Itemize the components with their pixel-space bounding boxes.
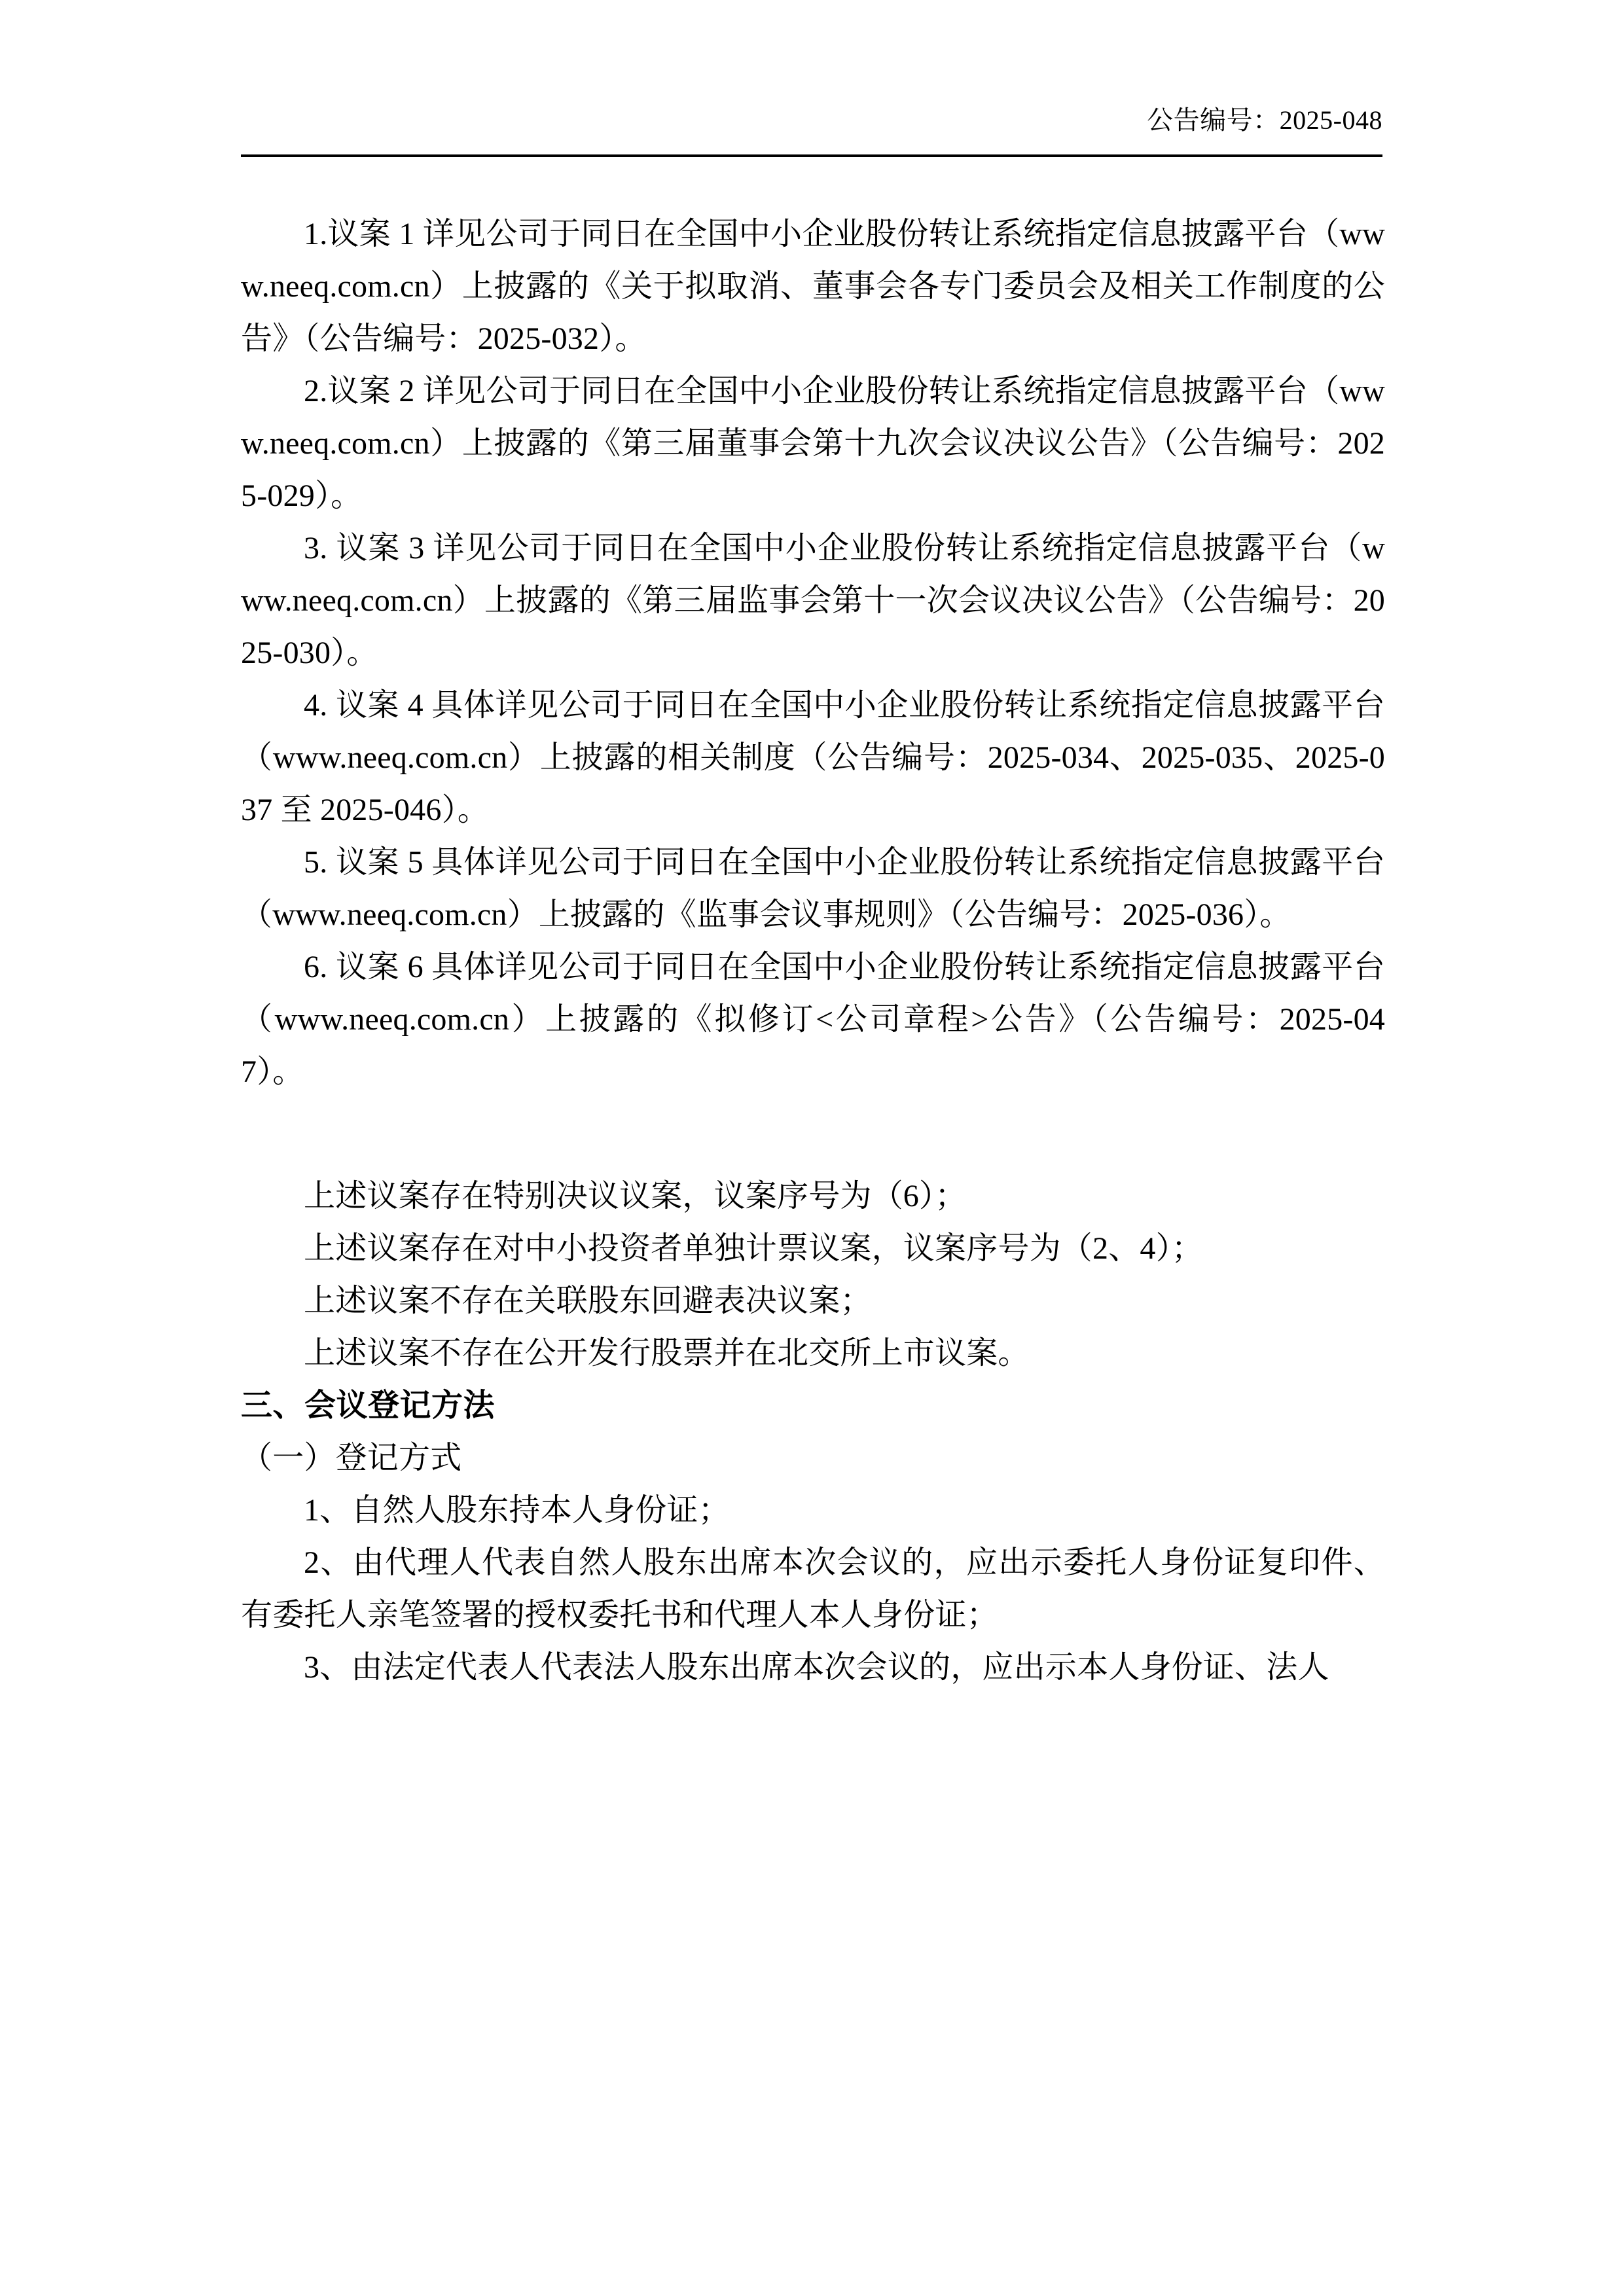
proposal-paragraph: 5. 议案 5 具体详见公司于同日在全国中小企业股份转让系统指定信息披露平台（www.neeq.com.cn）上披露的《监事会议事规则》（公告编号：2025-036）。: [241, 845, 1385, 932]
proposal-paragraph: 4. 议案 4 具体详见公司于同日在全国中小企业股份转让系统指定信息披露平台（www.neeq.com.cn）上披露的相关制度（公告编号：2025-034、2025-035、2025-037 至 2025-046）。: [241, 688, 1385, 827]
header-divider: [241, 154, 1382, 157]
paragraph-spacer: [241, 1098, 1385, 1170]
proposal-paragraph: 3. 议案 3 详见公司于同日在全国中小企业股份转让系统指定信息披露平台（www.neeq.com.cn）上披露的《第三届监事会第十一次会议决议公告》（公告编号：2025-030）。: [241, 531, 1385, 670]
registration-item: 3、由法定代表人代表法人股东出席本次会议的，应出示本人身份证、法人: [304, 1650, 1329, 1685]
note-paragraph: 上述议案存在对中小投资者单独计票议案，议案序号为（2、4）；: [304, 1231, 1204, 1266]
document-body: [241, 208, 1385, 1694]
announcement-code: 公告编号：2025-048: [1147, 105, 1382, 135]
note-paragraph: 上述议案不存在关联股东回避表决议案；: [304, 1283, 872, 1318]
registration-item: 1、自然人股东持本人身份证；: [304, 1493, 730, 1528]
note-paragraph: 上述议案存在特别决议议案，议案序号为（6）；: [304, 1179, 967, 1213]
subsection-heading: （一）登记方式: [241, 1441, 462, 1475]
registration-item: 2、由代理人代表自然人股东出席本次会议的，应出示委托人身份证复印件、有委托人亲笔签署的授权委托书和代理人本人身份证；: [241, 1545, 1385, 1632]
proposal-paragraph: 6. 议案 6 具体详见公司于同日在全国中小企业股份转让系统指定信息披露平台（www.neeq.com.cn）上披露的《拟修订<公司章程>公告》（公告编号：2025-047）。: [241, 950, 1385, 1089]
page-header: [241, 105, 1382, 162]
proposal-paragraph: 2.议案 2 详见公司于同日在全国中小企业股份转让系统指定信息披露平台（www.neeq.com.cn）上披露的《第三届董事会第十九次会议决议公告》（公告编号：2025-029）。: [241, 374, 1385, 513]
proposal-paragraph: 1.议案 1 详见公司于同日在全国中小企业股份转让系统指定信息披露平台（www.neeq.com.cn）上披露的《关于拟取消、董事会各专门委员会及相关工作制度的公告》（公告编号：2025-032）。: [241, 217, 1385, 356]
section-heading: 三、会议登记方法: [241, 1388, 496, 1423]
note-paragraph: 上述议案不存在公开发行股票并在北交所上市议案。: [304, 1336, 1030, 1371]
